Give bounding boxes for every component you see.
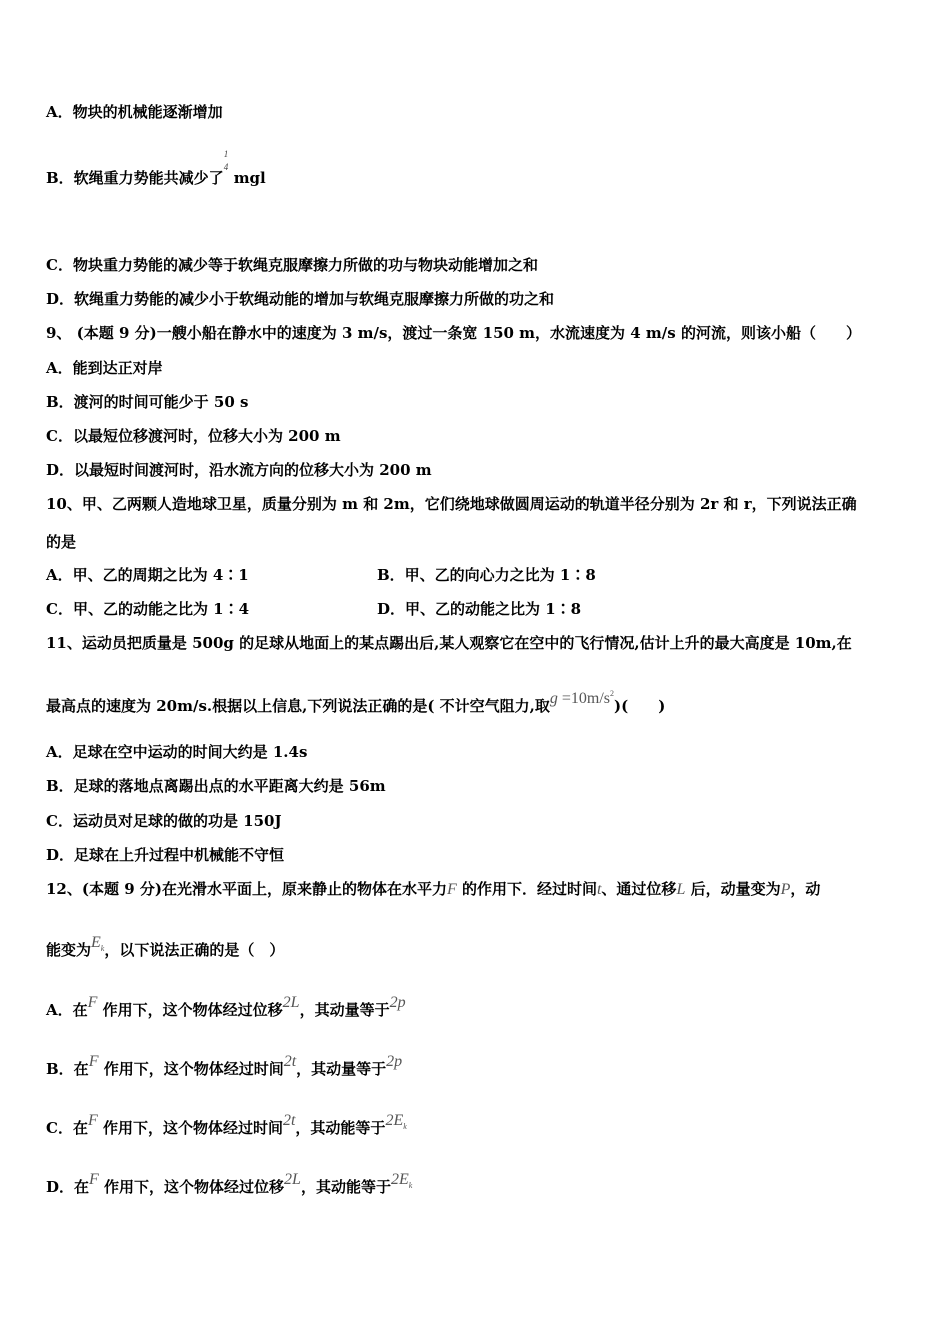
q11-option-c: C．运动员对足球的做的功是 150J — [46, 812, 282, 830]
q12-option-c: C．在F 作用下，这个物体经过时间2t，其动能等于$2E_k$ — [46, 1112, 407, 1137]
displacement-symbol: L — [676, 881, 686, 898]
q8-option-b-text: B．软绳重力势能共减少了 — [46, 169, 224, 187]
gravity-value: $=10m/s^2$ — [557, 689, 615, 707]
q12-stem-line1: 12、(本题 9 分)在光滑水平面上，原来静止的物体在水平力F 的作用下．经过时间t、通过位移L 后，动量变为P，动 — [46, 880, 821, 898]
math-2p: 2p — [389, 994, 406, 1011]
kinetic-energy-symbol: $E_k$ — [91, 934, 105, 953]
math-2Ek: $2E_k$ — [385, 1112, 407, 1131]
math-2Ek: $2E_k$ — [390, 1171, 413, 1190]
q9-option-d: D．以最短时间渡河时，沿水流方向的位移大小为 200 m — [46, 461, 432, 479]
q12-option-b: B．在F 作用下，这个物体经过时间2t，其动量等于2p — [46, 1053, 403, 1078]
q10-stem-line1: 10、甲、乙两颗人造地球卫星，质量分别为 m 和 2m，它们绕地球做圆周运动的轨道半径分别为 2r 和 r，下列说法正确 — [46, 495, 857, 513]
q10-stem-line2: 的是 — [46, 533, 77, 551]
time-symbol: t — [596, 881, 602, 898]
momentum-symbol: P — [780, 881, 791, 898]
math-2p: 2p — [386, 1053, 403, 1070]
q11-option-d: D．足球在上升过程中机械能不守恒 — [46, 846, 285, 864]
q12-option-d: D．在F 作用下，这个物体经过位移2L，其动能等于$2E_k$ — [46, 1171, 413, 1196]
q11-option-a: A．足球在空中运动的时间大约是 1.4s — [46, 743, 308, 761]
q11-stem-line2-text: 最高点的速度为 20m/s.根据以上信息,下列说法正确的是( 不计空气阻力,取 — [46, 697, 550, 715]
force-symbol: F — [88, 1053, 99, 1070]
q10-option-d: D．甲、乙的动能之比为 1∶8 — [377, 600, 582, 618]
q8-option-a: A．物块的机械能逐渐增加 — [46, 103, 223, 121]
q9-option-a: A．能到达正对岸 — [46, 359, 163, 377]
q8-option-d: D．软绳重力势能的减少小于软绳动能的增加与软绳克服摩擦力所做的功之和 — [46, 290, 555, 308]
fraction-one-quarter: 1 4 — [223, 149, 229, 172]
q10-option-c: C．甲、乙的动能之比为 1∶4 — [46, 600, 250, 618]
q8-option-c: C．物块重力势能的减少等于软绳克服摩擦力所做的功与物块动能增加之和 — [46, 256, 538, 274]
q11-option-b: B．足球的落地点离踢出点的水平距离大约是 56m — [46, 777, 386, 795]
q10-option-a: A．甲、乙的周期之比为 4∶1 — [46, 566, 249, 584]
q8-option-b — [46, 149, 266, 198]
q9-option-b: B．渡河的时间可能少于 50 s — [46, 393, 249, 411]
q12-stem-line2: 能变为$E_k$，以下说法正确的是（ ） — [46, 934, 285, 959]
q10-option-b: B．甲、乙的向心力之比为 1∶8 — [377, 566, 596, 584]
math-2L: 2L — [284, 1171, 301, 1188]
q11-stem-line2 — [46, 689, 666, 719]
force-symbol: F — [446, 881, 457, 898]
q9-stem: 9、 (本题 9 分)一艘小船在静水中的速度为 3 m/s，渡过一条宽 150 m，水流速度为 4 m/s 的河流，则该小船（ ） — [46, 324, 861, 342]
q11-stem-line2-end: )( ) — [614, 697, 666, 715]
math-2t: 2t — [283, 1053, 297, 1070]
q12-option-a: A．在F 作用下，这个物体经过位移2L，其动量等于2p — [46, 994, 406, 1019]
math-2L: 2L — [282, 994, 300, 1011]
force-symbol: F — [87, 994, 98, 1011]
q9-option-c: C．以最短位移渡河时，位移大小为 200 m — [46, 427, 341, 445]
gravity-symbol: g — [549, 690, 558, 707]
q11-stem-line1: 11、运动员把质量是 500g 的足球从地面上的某点踢出后,某人观察它在空中的飞行情况,估计上升的最大高度是 10m,在 — [46, 634, 852, 652]
q8-option-b-mgl: mgl — [233, 169, 266, 187]
force-symbol: F — [87, 1112, 98, 1129]
force-symbol: F — [89, 1171, 99, 1188]
math-2t: 2t — [282, 1112, 296, 1129]
